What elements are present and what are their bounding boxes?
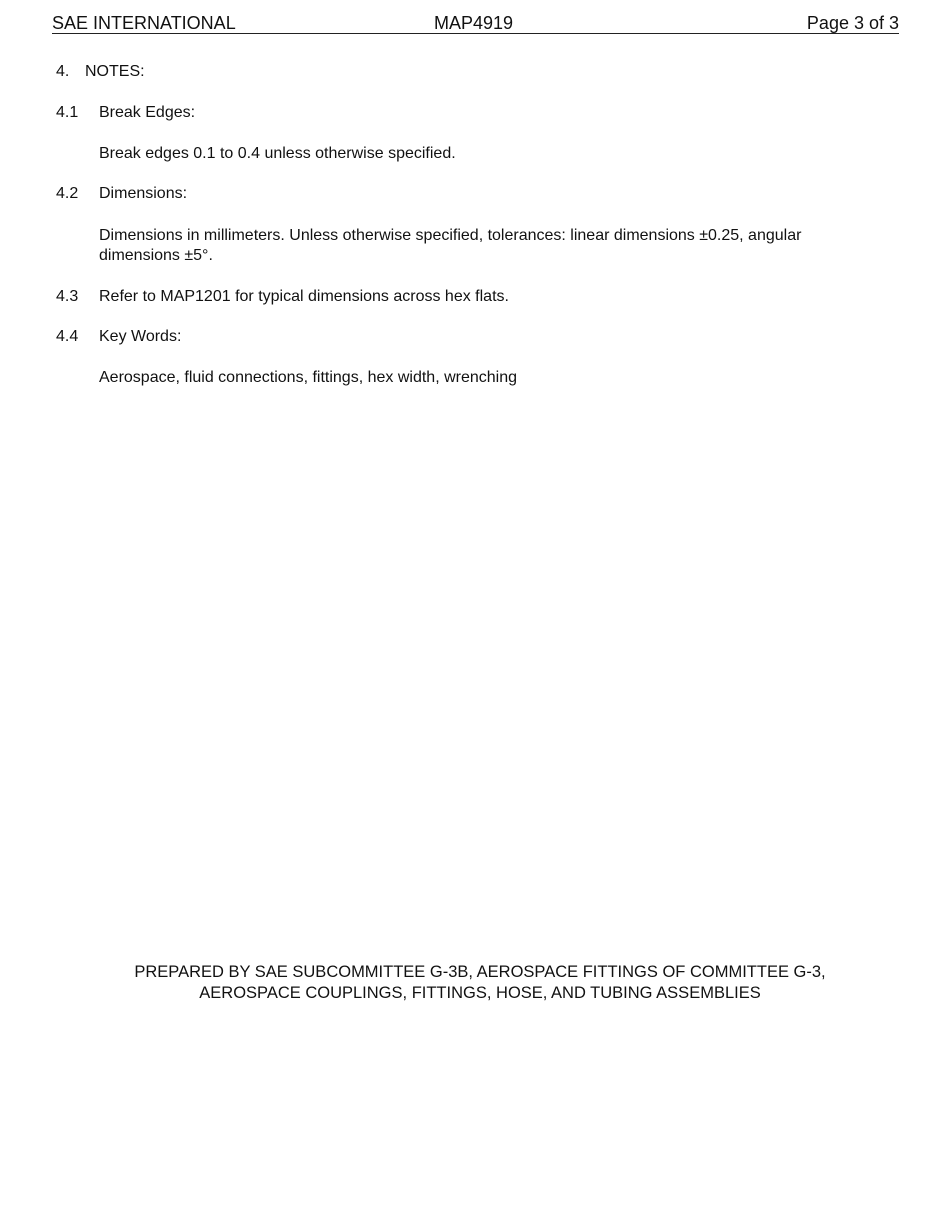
note-title: Key Words:	[99, 328, 182, 345]
note-number: 4.4	[56, 328, 79, 345]
footer-line-1: PREPARED BY SAE SUBCOMMITTEE G-3B, AEROSPACE FITTINGS OF COMMITTEE G-3,	[134, 963, 826, 981]
note-body: Break edges 0.1 to 0.4 unless otherwise specified.	[99, 145, 456, 162]
page-header	[52, 13, 899, 34]
note-number: 4.1	[56, 104, 79, 121]
notes-heading-number: 4.	[56, 63, 70, 80]
note-title: Dimensions:	[99, 185, 188, 202]
note-title: Refer to MAP1201 for typical dimensions across hex flats.	[99, 288, 509, 305]
note-body: Dimensions in millimeters. Unless otherwise specified, tolerances: linear dimensions ±0.25, angular dimensions ±5°.	[99, 227, 802, 264]
note-body: Aerospace, fluid connections, fittings, hex width, wrenching	[99, 369, 518, 386]
header-page-number: Page 3 of 3	[806, 13, 899, 33]
header-org: SAE INTERNATIONAL	[52, 13, 236, 33]
note-number: 4.2	[56, 185, 79, 202]
footer-line-2: AEROSPACE COUPLINGS, FITTINGS, HOSE, AND TUBING ASSEMBLIES	[199, 984, 761, 1002]
notes-heading-label: NOTES:	[85, 63, 145, 80]
note-number: 4.3	[56, 288, 79, 305]
header-doc-id: MAP4919	[434, 13, 514, 33]
note-title: Break Edges:	[99, 104, 196, 121]
prepared-by-footer	[52, 962, 908, 1004]
